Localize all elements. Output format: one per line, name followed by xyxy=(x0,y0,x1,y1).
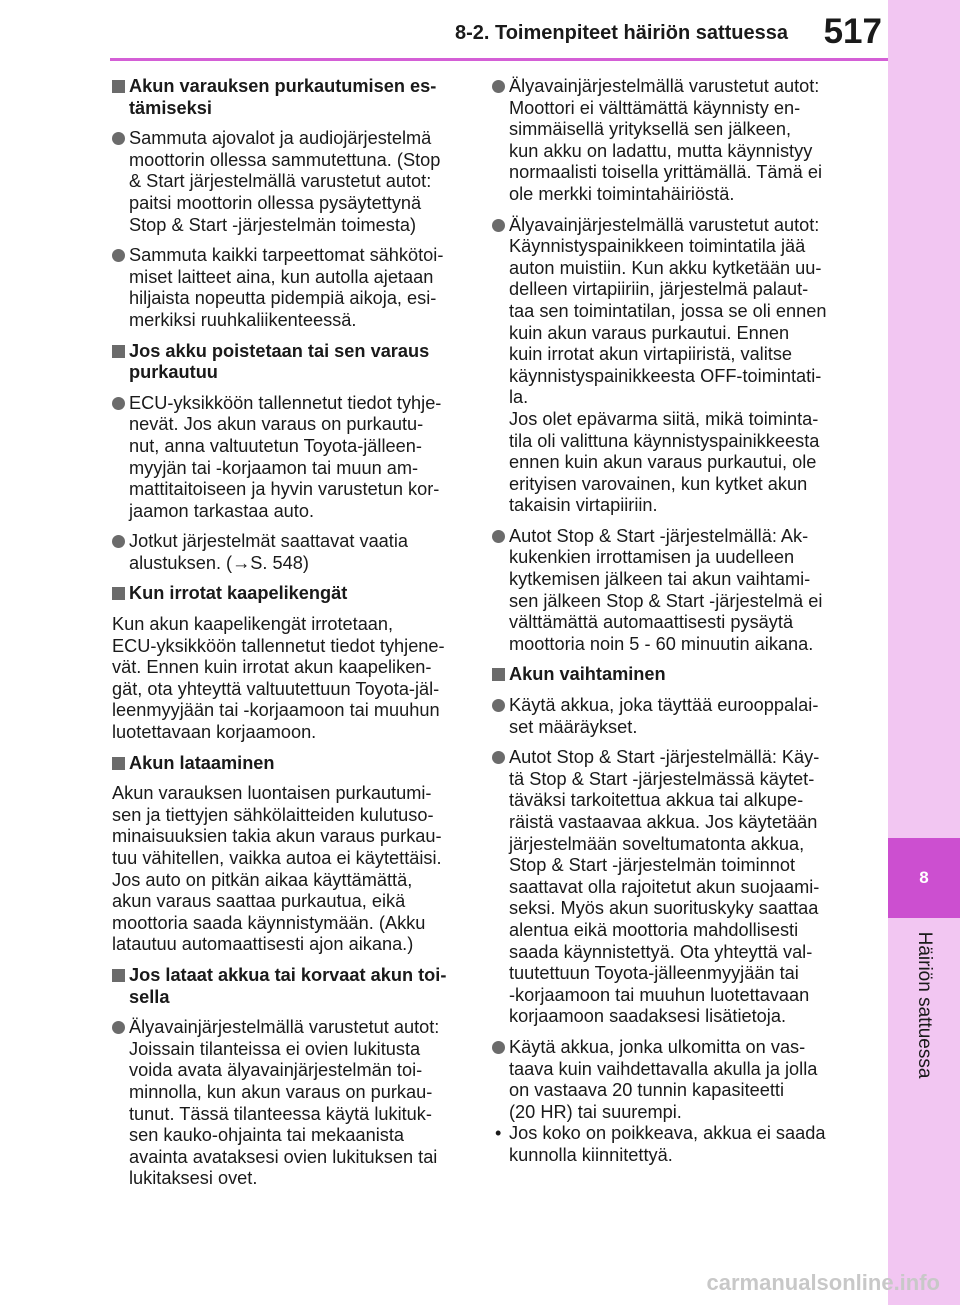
text-line: Älyavainjärjestelmällä varustetut autot: xyxy=(509,76,820,96)
header-rule xyxy=(110,58,888,61)
heading-charging xyxy=(112,753,466,775)
text-line: mattitaitoiseen ja hyvin varustetun kor- xyxy=(129,479,440,500)
heading-charge-or-replace xyxy=(112,965,466,1008)
text-line: moottorin ollessa sammutettuna. (Stop xyxy=(129,149,441,170)
list-item xyxy=(112,531,466,574)
text-line: tuu vähitellen, vaikka autoa ei käytettäisi. xyxy=(112,848,442,868)
paragraph xyxy=(112,614,466,744)
list-item xyxy=(112,245,466,331)
side-tab-top xyxy=(888,0,960,838)
text-line: tämiseksi xyxy=(129,97,212,118)
text-line: ole merkki toimintahäiriöstä. xyxy=(509,183,735,204)
list-item xyxy=(492,526,852,656)
page-reference-link[interactable]: alustuksen. (→S. 548) xyxy=(129,552,309,573)
text-line: myyjän tai -korjaamon tai muun am- xyxy=(129,457,419,478)
text-line: Sammuta kaikki tarpeettomat sähkötoi- xyxy=(129,245,444,266)
circle-bullet-icon xyxy=(492,1041,505,1054)
text-line: paitsi moottorin ollessa pysäytettynä xyxy=(129,192,422,213)
chapter-tab[interactable] xyxy=(888,838,960,918)
paragraph xyxy=(112,783,466,956)
heading-disconnect-terminals xyxy=(112,583,466,605)
text-line: -korjaamoon tai muuhun luotettavaan xyxy=(509,984,810,1005)
text-line: nut, anna valtuutetun Toyota-jälleen- xyxy=(129,435,422,456)
text-line: välttämättä automaattisesti pysäytä xyxy=(509,612,794,633)
text-line: Autot Stop & Start -järjestelmällä: Käy- xyxy=(509,747,820,768)
right-column xyxy=(492,76,852,1167)
page-number: 517 xyxy=(823,12,882,51)
text-line: simmäisellä yrityksellä sen jälkeen, xyxy=(509,119,792,140)
text-line: taava kuin vaihdettavalla akulla ja jolla xyxy=(509,1058,818,1079)
text-line: Sammuta ajovalot ja audiojärjestelmä xyxy=(129,128,432,149)
chapter-title: Häiriön sattuessa xyxy=(914,931,935,1079)
circle-bullet-icon xyxy=(492,699,505,712)
text-line: & Start järjestelmällä varustetut autot: xyxy=(129,171,432,192)
circle-bullet-icon xyxy=(492,219,505,232)
text-line: Autot Stop & Start -järjestelmällä: Ak- xyxy=(509,525,809,546)
left-column xyxy=(112,76,466,1199)
text-line: Älyavainjärjestelmällä varustetut autot: xyxy=(509,214,820,235)
square-bullet-icon xyxy=(112,80,125,93)
text-line: seksi. Myös akun suorituskyky saattaa xyxy=(509,898,819,919)
list-item xyxy=(492,695,852,738)
heading-battery-discharge-prevention xyxy=(112,76,466,119)
circle-bullet-icon xyxy=(112,1021,125,1034)
text-line: Akun varauksen luontaisen purkautumi- xyxy=(112,783,432,804)
circle-bullet-icon xyxy=(112,535,125,548)
text-line: miset laitteet aina, kun autolla ajetaan xyxy=(129,266,434,287)
section-title: 8-2. Toimenpiteet häiriön sattuessa xyxy=(454,22,788,44)
text-line: minnolla, kun akun varaus on purkau- xyxy=(129,1081,433,1102)
text-line: kunnolla kiinnitettyä. xyxy=(509,1144,673,1165)
text-line: lukitaksesi ovet. xyxy=(129,1168,258,1189)
square-bullet-icon xyxy=(112,587,125,600)
chapter-number: 8 xyxy=(919,868,929,887)
text-line: Jos akku poistetaan tai sen varaus xyxy=(129,340,430,361)
list-item xyxy=(112,1017,466,1190)
text-line: kuin irrotat akun virtapiiristä, valitse xyxy=(509,344,793,365)
text-line: Akun vaihtaminen xyxy=(509,664,666,685)
text-line: kuin akun varaus purkautui. Ennen xyxy=(509,322,790,343)
list-item xyxy=(492,215,852,517)
circle-bullet-icon xyxy=(112,249,125,262)
text-line: Akun varauksen purkautumisen es- xyxy=(129,76,437,96)
text-line: sen jälkeen Stop & Start -järjestelmä ei xyxy=(509,590,823,611)
text-line: räistä vastaavaa akkua. Jos käytetään xyxy=(509,812,818,832)
text-line: minaisuuksien takia akun varaus purkau- xyxy=(112,826,442,847)
text-line: auton muistiin. Kun akku kytketään uu- xyxy=(509,257,822,278)
text-line: (20 HR) tai suurempi. xyxy=(509,1101,682,1122)
text-line: Kun irrotat kaapelikengät xyxy=(129,583,348,604)
text-line: purkautuu xyxy=(129,362,218,383)
dot-bullet-icon: • xyxy=(495,1123,502,1144)
text-line: Jos auto on pitkän aikaa käyttämättä, xyxy=(112,869,413,890)
text-line: Jos koko on poikkeava, akkua ei saada xyxy=(509,1123,826,1144)
text-line: erityisen varovainen, kun kytket akun xyxy=(509,473,808,494)
text-line: kun akku on ladattu, mutta käynnistyy xyxy=(509,140,813,161)
text-line: Älyavainjärjestelmällä varustetut autot: xyxy=(129,1017,440,1038)
circle-bullet-icon xyxy=(492,751,505,764)
text-line: Stop & Start -järjestelmän toimesta) xyxy=(129,214,417,235)
text-line: Joissain tilanteissa ei ovien lukitusta xyxy=(129,1038,421,1059)
text-line: moottoria saada käynnistymään. (Akku xyxy=(112,912,426,933)
text-line: alentua eikä moottoria mahdollisesti xyxy=(509,919,799,940)
watermark: carmanualsonline.info xyxy=(706,1270,940,1295)
text-line: avainta avataksesi ovien lukituksen tai xyxy=(129,1146,438,1167)
text-line: Stop & Start -järjestelmän toiminnot xyxy=(509,855,796,876)
text-line: tila oli valittuna käynnistyspainikkeesta xyxy=(509,430,820,451)
circle-bullet-icon xyxy=(492,80,505,93)
text-line: taa sen toimintatilan, jossa se oli ennen xyxy=(509,300,827,321)
text-line: korjaamoon saadaksesi lisätietoja. xyxy=(509,1006,787,1027)
text-line: luotettavaan korjaamoon. xyxy=(112,722,317,743)
text-line: ennen kuin akun varaus purkautui, ole xyxy=(509,452,817,473)
text-line: käynnistyspainikkeesta OFF-toimintati- xyxy=(509,365,822,386)
list-item xyxy=(492,1037,852,1123)
text-line: leenmyyjään tai -korjaamoon tai muuhun xyxy=(112,700,440,721)
text-line: sella xyxy=(129,986,170,1007)
text-line: ECU-yksikköön tallennetut tiedot tyhjene- xyxy=(112,635,445,656)
text-line: sen kauko-ohjainta tai mekaanista xyxy=(129,1125,404,1146)
text-line: moottoria noin 5 - 60 minuutin aikana. xyxy=(509,633,814,654)
text-line: täväksi tarkoitettua akkua tai alkupe- xyxy=(509,790,804,811)
text-line: hiljaista nopeutta pidempiä aikoja, esi- xyxy=(129,288,437,309)
text-line: set määräykset. xyxy=(509,716,638,737)
text-line: Jos olet epävarma siitä, mikä toiminta- xyxy=(509,408,819,429)
text-line: sen ja tiettyjen sähkölaitteiden kulutuso- xyxy=(112,804,434,825)
square-bullet-icon xyxy=(112,757,125,770)
text-line: tunut. Tässä tilanteessa käytä lukituk- xyxy=(129,1103,432,1124)
text-line: Kun akun kaapelikengät irrotetaan, xyxy=(112,614,394,635)
square-bullet-icon xyxy=(492,668,505,681)
heading-battery-replacement xyxy=(492,664,852,686)
text-line: on vastaava 20 tunnin kapasiteetti xyxy=(509,1080,785,1101)
text-line: kytkemisen jälkeen tai akun vaihtami- xyxy=(509,569,811,590)
square-bullet-icon xyxy=(112,345,125,358)
text-line: Käynnistyspainikkeen toimintatila jää xyxy=(509,236,806,257)
text-line: tä Stop & Start -järjestelmässä käytet- xyxy=(509,768,815,789)
text-line: Akun lataaminen xyxy=(129,752,275,773)
text-line: saada käynnistettyä. Ota yhteyttä val- xyxy=(509,941,813,962)
text-line: la. xyxy=(509,387,529,408)
text-line: järjestelmään soveltumatonta akkua, xyxy=(509,833,805,854)
text-line: Moottori ei välttämättä käynnisty en- xyxy=(509,97,801,118)
text-line: akun varaus saattaa purkautua, eikä xyxy=(112,891,406,912)
text-line: voida avata älyavainjärjestelmän toi- xyxy=(129,1060,423,1081)
text-line: nevät. Jos akun varaus on purkautu- xyxy=(129,414,424,435)
text-line: jaamon tarkastaa auto. xyxy=(129,500,315,521)
circle-bullet-icon xyxy=(112,132,125,145)
text-line: ECU-yksikköön tallennetut tiedot tyhje- xyxy=(129,392,442,413)
text-line: Jotkut järjestelmät saattavat vaatia xyxy=(129,531,409,552)
circle-bullet-icon xyxy=(112,397,125,410)
sub-list-item xyxy=(492,1123,852,1166)
list-item xyxy=(492,76,852,206)
text-line: merkiksi ruuhkaliikenteessä. xyxy=(129,309,357,330)
page-header xyxy=(0,0,888,62)
text-line: delleen virtapiiriin, järjestelmä palaut- xyxy=(509,279,809,300)
text-line: kukenkien irrottamisen ja uudelleen xyxy=(509,547,795,568)
list-item xyxy=(492,747,852,1028)
list-item xyxy=(112,128,466,236)
text-line: Jos lataat akkua tai korvaat akun toi- xyxy=(129,964,447,985)
text-line: saattavat olla rajoitetut akun suojaami- xyxy=(509,876,820,897)
text-line: vät. Ennen kuin irrotat akun kaapeliken- xyxy=(112,657,432,678)
square-bullet-icon xyxy=(112,969,125,982)
text-line: gät, ota yhteyttä valtuutettuun Toyota-jäl- xyxy=(112,678,440,699)
heading-battery-removed xyxy=(112,341,466,384)
text-line: takaisin virtapiiriin. xyxy=(509,495,658,516)
text-line: tuutettuun Toyota-jälleenmyyjään tai xyxy=(509,963,799,984)
text-line: Käytä akkua, joka täyttää eurooppalai- xyxy=(509,695,819,716)
circle-bullet-icon xyxy=(492,530,505,543)
text-line: latautuu automaattisesti ajon aikana.) xyxy=(112,934,414,955)
text-line: normaalisti toisella yrittämällä. Tämä ei xyxy=(509,162,823,183)
list-item xyxy=(112,393,466,523)
text-line: Käytä akkua, jonka ulkomitta on vas- xyxy=(509,1036,806,1057)
